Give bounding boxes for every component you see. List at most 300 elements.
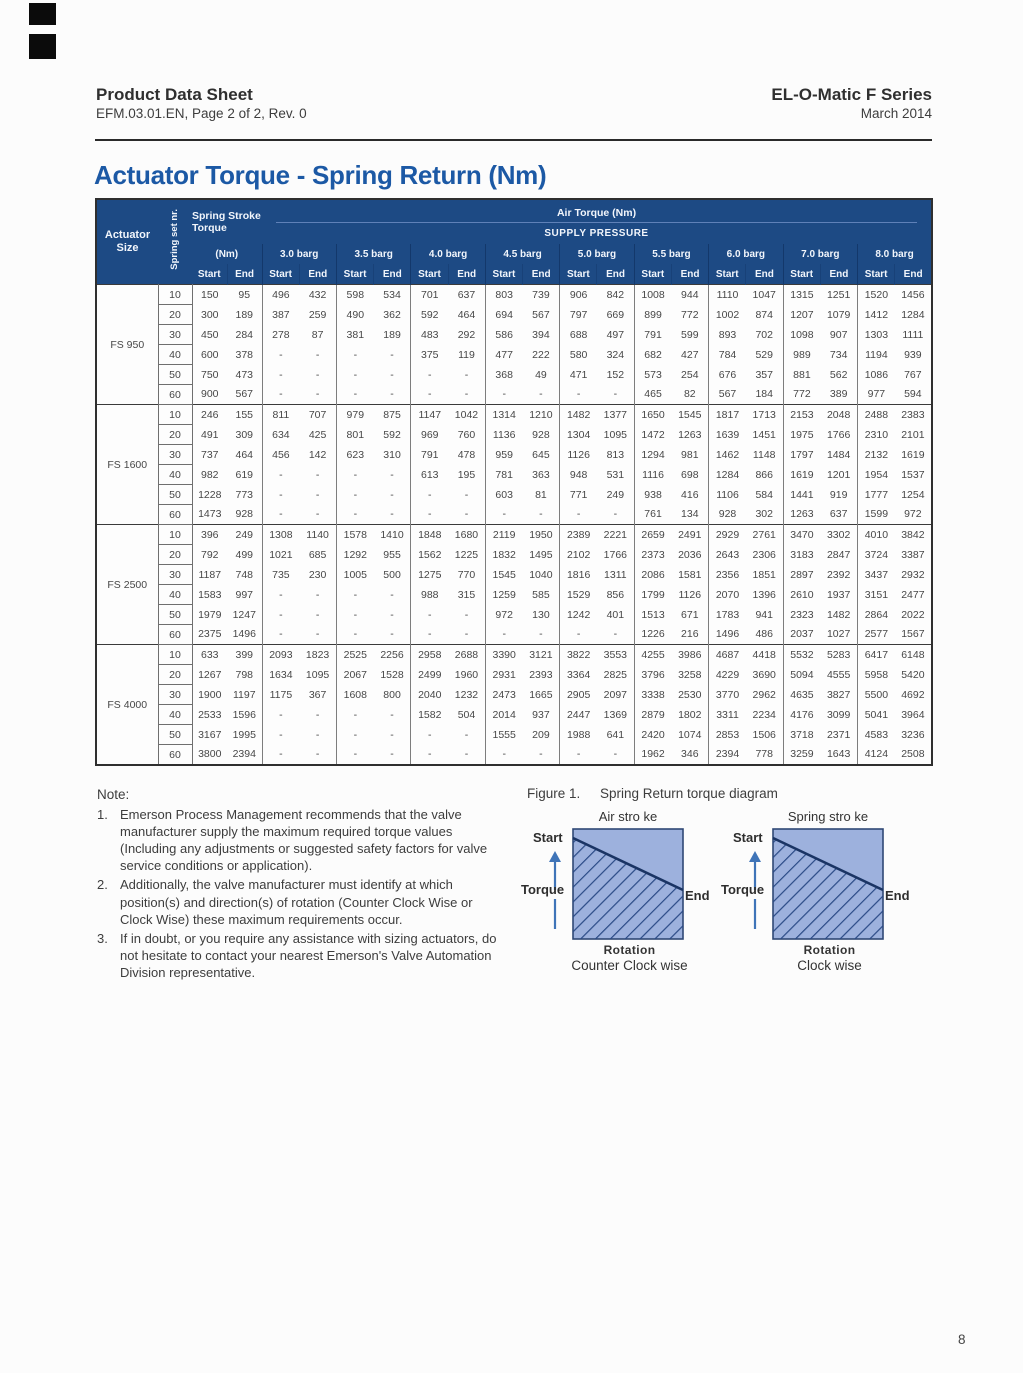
torque-value-cell: 254	[671, 365, 708, 385]
torque-value-cell: 4010	[858, 525, 895, 545]
spring-set-nr-cell: 50	[158, 725, 192, 745]
torque-value-cell: 2931	[485, 665, 522, 685]
torque-value-cell: 3718	[783, 725, 820, 745]
torque-value-cell: -	[374, 505, 411, 525]
torque-value-cell: 641	[597, 725, 634, 745]
torque-value-cell: 598	[336, 285, 373, 305]
torque-value-cell: 761	[634, 505, 671, 525]
torque-value-cell: -	[597, 385, 634, 405]
torque-value-cell: 2853	[709, 725, 746, 745]
torque-value-cell: 613	[411, 465, 448, 485]
note-item	[97, 930, 499, 981]
torque-value-cell: 1816	[560, 565, 597, 585]
torque-value-cell: 1567	[895, 625, 932, 645]
torque-value-cell: -	[411, 485, 448, 505]
torque-value-cell: -	[336, 365, 373, 385]
torque-value-cell: 2389	[560, 525, 597, 545]
torque-value-cell: 1292	[336, 545, 373, 565]
torque-value-cell: 5958	[858, 665, 895, 685]
torque-value-cell: 600	[192, 345, 227, 365]
diagram-title: Spring stro ke	[787, 809, 869, 824]
start-column-header: Start	[634, 264, 671, 285]
torque-value-cell: -	[523, 505, 560, 525]
note-text: If in doubt, or you require any assistance with sizing actuators, do not hesitate to contact your nearest Emerson's Valve Automation Division representative.	[120, 930, 497, 981]
torque-value-cell: 1950	[523, 525, 560, 545]
torque-value-cell: -	[336, 605, 373, 625]
torque-value-cell: 1562	[411, 545, 448, 565]
torque-value-cell: 315	[448, 585, 485, 605]
torque-value-cell: 2393	[523, 665, 560, 685]
end-column-header: End	[746, 264, 783, 285]
torque-value-cell: -	[299, 365, 336, 385]
torque-value-cell: 456	[262, 445, 299, 465]
torque-value-cell: 1979	[192, 605, 227, 625]
torque-value-cell: 1259	[485, 585, 522, 605]
pressure-column-header: 8.0 barg	[858, 244, 932, 264]
spring-set-nr-cell: 20	[158, 665, 192, 685]
torque-value-cell: -	[597, 625, 634, 645]
torque-value-cell: 300	[192, 305, 227, 325]
end-column-header: End	[895, 264, 932, 285]
torque-value-cell: 1226	[634, 625, 671, 645]
torque-value-cell: 2371	[820, 725, 857, 745]
torque-value-cell: 979	[336, 405, 373, 425]
torque-value-cell: 249	[597, 485, 634, 505]
torque-value-cell: 580	[560, 345, 597, 365]
torque-value-cell: 1799	[634, 585, 671, 605]
torque-value-cell: 1665	[523, 685, 560, 705]
torque-value-cell: 1148	[746, 445, 783, 465]
doc-date: March 2014	[860, 106, 932, 122]
torque-value-cell: -	[299, 385, 336, 405]
torque-value-cell: 184	[746, 385, 783, 405]
spring-set-nr-cell: 20	[158, 305, 192, 325]
torque-value-cell: 2383	[895, 405, 932, 425]
torque-value-cell: -	[448, 745, 485, 766]
torque-value-cell: -	[262, 745, 299, 766]
torque-value-cell: 1079	[820, 305, 857, 325]
torque-value-cell: 685	[299, 545, 336, 565]
torque-value-cell: 2864	[858, 605, 895, 625]
torque-value-cell: 6148	[895, 645, 932, 665]
scan-artifact	[29, 34, 56, 59]
torque-value-cell: 739	[523, 285, 560, 305]
spring-set-nr-cell: 50	[158, 605, 192, 625]
torque-value-cell: 773	[227, 485, 262, 505]
torque-value-cell: 1451	[746, 425, 783, 445]
start-column-header: Start	[485, 264, 522, 285]
torque-value-cell: 465	[634, 385, 671, 405]
torque-value-cell: 735	[262, 565, 299, 585]
torque-value-cell: -	[262, 585, 299, 605]
table-row	[96, 345, 932, 365]
torque-value-cell: 534	[374, 285, 411, 305]
torque-value-cell: 1228	[192, 485, 227, 505]
torque-value-cell: -	[448, 385, 485, 405]
torque-value-cell: 1506	[746, 725, 783, 745]
torque-value-cell: 767	[895, 365, 932, 385]
torque-value-cell: 3690	[746, 665, 783, 685]
torque-value-cell: 2132	[858, 445, 895, 465]
torque-value-cell: 1303	[858, 325, 895, 345]
torque-value-cell: 586	[485, 325, 522, 345]
torque-value-cell: 529	[746, 345, 783, 365]
torque-value-cell: 496	[262, 285, 299, 305]
torque-value-cell: 771	[560, 485, 597, 505]
torque-value-cell: -	[374, 745, 411, 766]
torque-value-cell: 1529	[560, 585, 597, 605]
torque-diagram-graphic	[572, 828, 684, 940]
torque-value-cell: 567	[227, 385, 262, 405]
start-column-header: Start	[560, 264, 597, 285]
torque-value-cell: 155	[227, 405, 262, 425]
torque-value-cell: 928	[227, 505, 262, 525]
torque-value-cell: 152	[597, 365, 634, 385]
torque-value-cell: 801	[336, 425, 373, 445]
torque-value-cell: 1619	[895, 445, 932, 465]
table-row	[96, 305, 932, 325]
torque-value-cell: -	[374, 485, 411, 505]
torque-value-cell: 698	[671, 465, 708, 485]
table-row	[96, 405, 932, 425]
torque-value-cell: 346	[671, 745, 708, 766]
note-number: 2.	[97, 877, 108, 893]
col-header-actuator-size: Actuator Size	[96, 199, 158, 285]
torque-value-cell: 3259	[783, 745, 820, 766]
torque-value-cell: 1496	[709, 625, 746, 645]
torque-value-cell: 209	[523, 725, 560, 745]
torque-value-cell: 972	[895, 505, 932, 525]
torque-value-cell: -	[299, 625, 336, 645]
torque-value-cell: 1098	[783, 325, 820, 345]
torque-value-cell: 4418	[746, 645, 783, 665]
torque-value-cell: -	[299, 465, 336, 485]
torque-value-cell: -	[262, 385, 299, 405]
torque-value-cell: 4229	[709, 665, 746, 685]
table-row	[96, 605, 932, 625]
torque-value-cell: 637	[820, 505, 857, 525]
torque-value-cell: 4255	[634, 645, 671, 665]
torque-value-cell: -	[374, 345, 411, 365]
spring-set-nr-cell: 40	[158, 465, 192, 485]
spring-set-nr-cell: 50	[158, 365, 192, 385]
notes-heading: Note:	[97, 787, 130, 802]
torque-value-cell: 259	[299, 305, 336, 325]
torque-value-cell: 1608	[336, 685, 373, 705]
torque-value-cell: 2473	[485, 685, 522, 705]
torque-value-cell: 881	[783, 365, 820, 385]
torque-value-cell: 497	[597, 325, 634, 345]
torque-value-cell: 3470	[783, 525, 820, 545]
torque-value-cell: -	[523, 745, 560, 766]
torque-value-cell: 1937	[820, 585, 857, 605]
torque-value-cell: -	[485, 625, 522, 645]
torque-value-cell: -	[560, 385, 597, 405]
torque-value-cell: 2932	[895, 565, 932, 585]
torque-value-cell: 6417	[858, 645, 895, 665]
torque-value-cell: 1832	[485, 545, 522, 565]
torque-value-cell: 2037	[783, 625, 820, 645]
torque-value-cell: 584	[746, 485, 783, 505]
torque-value-cell: 592	[374, 425, 411, 445]
torque-value-cell: -	[262, 705, 299, 725]
torque-value-cell: 2102	[560, 545, 597, 565]
torque-value-cell: -	[374, 585, 411, 605]
pressure-column-header: 4.5 barg	[485, 244, 559, 264]
torque-value-cell: 284	[227, 325, 262, 345]
torque-value-cell: 1005	[336, 565, 373, 585]
torque-value-cell: 1267	[192, 665, 227, 685]
torque-value-cell: 1596	[227, 705, 262, 725]
torque-value-cell: -	[374, 705, 411, 725]
pressure-column-header: 5.5 barg	[634, 244, 708, 264]
torque-value-cell: -	[336, 745, 373, 766]
torque-value-cell: -	[299, 605, 336, 625]
torque-value-cell: 1766	[597, 545, 634, 565]
torque-value-cell: -	[262, 625, 299, 645]
torque-value-cell: 1599	[858, 505, 895, 525]
table-row	[96, 705, 932, 725]
torque-value-cell: 1021	[262, 545, 299, 565]
torque-value-cell: 2256	[374, 645, 411, 665]
torque-value-cell: 2394	[227, 745, 262, 766]
torque-value-cell: 1086	[858, 365, 895, 385]
torque-value-cell: -	[448, 365, 485, 385]
torque-value-cell: 633	[192, 645, 227, 665]
torque-value-cell: -	[411, 385, 448, 405]
torque-value-cell: 2310	[858, 425, 895, 445]
torque-value-cell: 1643	[820, 745, 857, 766]
torque-value-cell: 1713	[746, 405, 783, 425]
torque-value-cell: 2070	[709, 585, 746, 605]
torque-value-cell: 2847	[820, 545, 857, 565]
spring-set-nr-cell: 20	[158, 545, 192, 565]
start-column-header: Start	[709, 264, 746, 285]
torque-value-cell: 3842	[895, 525, 932, 545]
torque-value-cell: 2036	[671, 545, 708, 565]
torque-value-cell: -	[336, 385, 373, 405]
torque-value-cell: 302	[746, 505, 783, 525]
torque-value-cell: 2306	[746, 545, 783, 565]
torque-value-cell: -	[448, 505, 485, 525]
torque-value-cell: 3986	[671, 645, 708, 665]
torque-value-cell: 1247	[227, 605, 262, 625]
torque-value-cell: 1528	[374, 665, 411, 685]
torque-value-cell: -	[523, 385, 560, 405]
table-header-row	[96, 264, 932, 285]
torque-value-cell: 907	[820, 325, 857, 345]
torque-value-cell: 1441	[783, 485, 820, 505]
torque-value-cell: 2086	[634, 565, 671, 585]
torque-value-cell: 623	[336, 445, 373, 465]
torque-value-cell: 1650	[634, 405, 671, 425]
torque-value-cell: 1284	[709, 465, 746, 485]
torque-value-cell: 701	[411, 285, 448, 305]
torque-value-cell: 919	[820, 485, 857, 505]
end-label: End	[685, 888, 710, 903]
torque-value-cell: 246	[192, 405, 227, 425]
torque-value-cell: 977	[858, 385, 895, 405]
torque-value-cell: 567	[523, 305, 560, 325]
torque-value-cell: -	[411, 365, 448, 385]
spring-set-nr-cell: 10	[158, 285, 192, 305]
spring-set-nr-cell: 30	[158, 445, 192, 465]
torque-value-cell: 1578	[336, 525, 373, 545]
col-header-air-torque	[262, 199, 932, 223]
torque-value-cell: 142	[299, 445, 336, 465]
torque-value-cell: 1106	[709, 485, 746, 505]
torque-value-cell: 972	[485, 605, 522, 625]
torque-value-cell: 1583	[192, 585, 227, 605]
torque-value-cell: 1954	[858, 465, 895, 485]
pressure-column-header: 5.0 barg	[560, 244, 634, 264]
torque-value-cell: 4555	[820, 665, 857, 685]
torque-value-cell: 394	[523, 325, 560, 345]
torque-value-cell: 2447	[560, 705, 597, 725]
torque-value-cell: -	[336, 705, 373, 725]
torque-value-cell: -	[411, 625, 448, 645]
table-row	[96, 725, 932, 745]
torque-value-cell: 688	[560, 325, 597, 345]
torque-value-cell: 3964	[895, 705, 932, 725]
pressure-column-header: 7.0 barg	[783, 244, 857, 264]
torque-value-cell: 1582	[411, 705, 448, 725]
torque-value-cell: 5532	[783, 645, 820, 665]
torque-value-cell: 1639	[709, 425, 746, 445]
torque-value-cell: 195	[448, 465, 485, 485]
torque-value-cell: -	[411, 745, 448, 766]
spring-set-nr-cell: 60	[158, 385, 192, 405]
torque-value-cell: 2067	[336, 665, 373, 685]
torque-value-cell: -	[336, 585, 373, 605]
torque-value-cell: 928	[523, 425, 560, 445]
pressure-column-header: 3.0 barg	[262, 244, 336, 264]
doc-type: Product Data Sheet	[96, 85, 253, 104]
torque-value-cell: -	[374, 725, 411, 745]
torque-value-cell: 791	[411, 445, 448, 465]
torque-value-cell: 1581	[671, 565, 708, 585]
torque-value-cell: 707	[299, 405, 336, 425]
spring-set-nr-cell: 10	[158, 645, 192, 665]
torque-value-cell: 797	[560, 305, 597, 325]
torque-value-cell: 2477	[895, 585, 932, 605]
torque-value-cell: 2221	[597, 525, 634, 545]
torque-value-cell: 2040	[411, 685, 448, 705]
torque-value-cell: 396	[192, 525, 227, 545]
torque-value-cell: 81	[523, 485, 560, 505]
torque-value-cell: 2394	[709, 745, 746, 766]
start-column-header: Start	[192, 264, 227, 285]
torque-value-cell: 1232	[448, 685, 485, 705]
start-label: Start	[533, 830, 563, 845]
torque-value-cell: 2392	[820, 565, 857, 585]
torque-value-cell: 1962	[634, 745, 671, 766]
torque-value-cell: 2610	[783, 585, 820, 605]
torque-value-cell: 367	[299, 685, 336, 705]
torque-diagram-graphic	[772, 828, 884, 940]
torque-value-cell: 4176	[783, 705, 820, 725]
torque-value-cell: 471	[560, 365, 597, 385]
end-column-header: End	[227, 264, 262, 285]
torque-value-cell: 874	[746, 305, 783, 325]
torque-value-cell: 1369	[597, 705, 634, 725]
torque-value-cell: 2097	[597, 685, 634, 705]
torque-value-cell: 150	[192, 285, 227, 305]
torque-value-cell: 363	[523, 465, 560, 485]
diagram-air-stroke	[521, 809, 737, 999]
torque-value-cell: 1851	[746, 565, 783, 585]
torque-value-cell: 504	[448, 705, 485, 725]
torque-value-cell: -	[448, 605, 485, 625]
torque-value-cell: 1027	[820, 625, 857, 645]
torque-value-cell: 989	[783, 345, 820, 365]
rotation-label: Rotation	[603, 943, 656, 957]
end-column-header: End	[299, 264, 336, 285]
torque-value-cell: 676	[709, 365, 746, 385]
figure-section	[521, 786, 967, 999]
torque-value-cell: 1074	[671, 725, 708, 745]
torque-value-cell: 1175	[262, 685, 299, 705]
torque-value-cell: 491	[192, 425, 227, 445]
torque-value-cell: 2897	[783, 565, 820, 585]
torque-value-cell: 5283	[820, 645, 857, 665]
torque-value-cell: 387	[262, 305, 299, 325]
torque-value-cell: 82	[671, 385, 708, 405]
torque-value-cell: 134	[671, 505, 708, 525]
torque-value-cell: 309	[227, 425, 262, 445]
torque-value-cell: 2491	[671, 525, 708, 545]
torque-value-cell: 1147	[411, 405, 448, 425]
spring-set-nr-cell: 60	[158, 745, 192, 766]
torque-value-cell: 585	[523, 585, 560, 605]
torque-value-cell: 893	[709, 325, 746, 345]
end-column-header: End	[374, 264, 411, 285]
table-row	[96, 565, 932, 585]
torque-value-cell: 324	[597, 345, 634, 365]
torque-value-cell: -	[448, 725, 485, 745]
torque-value-cell: 1225	[448, 545, 485, 565]
torque-value-cell: 1040	[523, 565, 560, 585]
torque-value-cell: 1545	[485, 565, 522, 585]
torque-value-cell: 1545	[671, 405, 708, 425]
torque-value-cell: 955	[374, 545, 411, 565]
torque-value-cell: 948	[560, 465, 597, 485]
torque-value-cell: -	[262, 345, 299, 365]
torque-value-cell: 1555	[485, 725, 522, 745]
rotation-label: Rotation	[803, 943, 856, 957]
torque-value-cell: 1304	[560, 425, 597, 445]
torque-label: Torque	[521, 882, 565, 897]
torque-value-cell: 3167	[192, 725, 227, 745]
supply-pressure-label: SUPPLY PRESSURE	[262, 223, 932, 244]
start-label: Start	[733, 830, 763, 845]
torque-value-cell: 1140	[299, 525, 336, 545]
torque-value-cell: 1960	[448, 665, 485, 685]
torque-value-cell: 3800	[192, 745, 227, 766]
torque-value-cell: 2375	[192, 625, 227, 645]
torque-value-cell: -	[560, 745, 597, 766]
torque-value-cell: 1126	[560, 445, 597, 465]
spring-set-nr-cell: 10	[158, 525, 192, 545]
torque-value-cell: 477	[485, 345, 522, 365]
header-divider	[95, 139, 932, 141]
torque-value-cell: 486	[746, 625, 783, 645]
torque-value-cell: 645	[523, 445, 560, 465]
doc-reference: EFM.03.01.EN, Page 2 of 2, Rev. 0	[96, 106, 307, 122]
torque-value-cell: -	[411, 605, 448, 625]
torque-value-cell: 1513	[634, 605, 671, 625]
end-column-header: End	[523, 264, 560, 285]
